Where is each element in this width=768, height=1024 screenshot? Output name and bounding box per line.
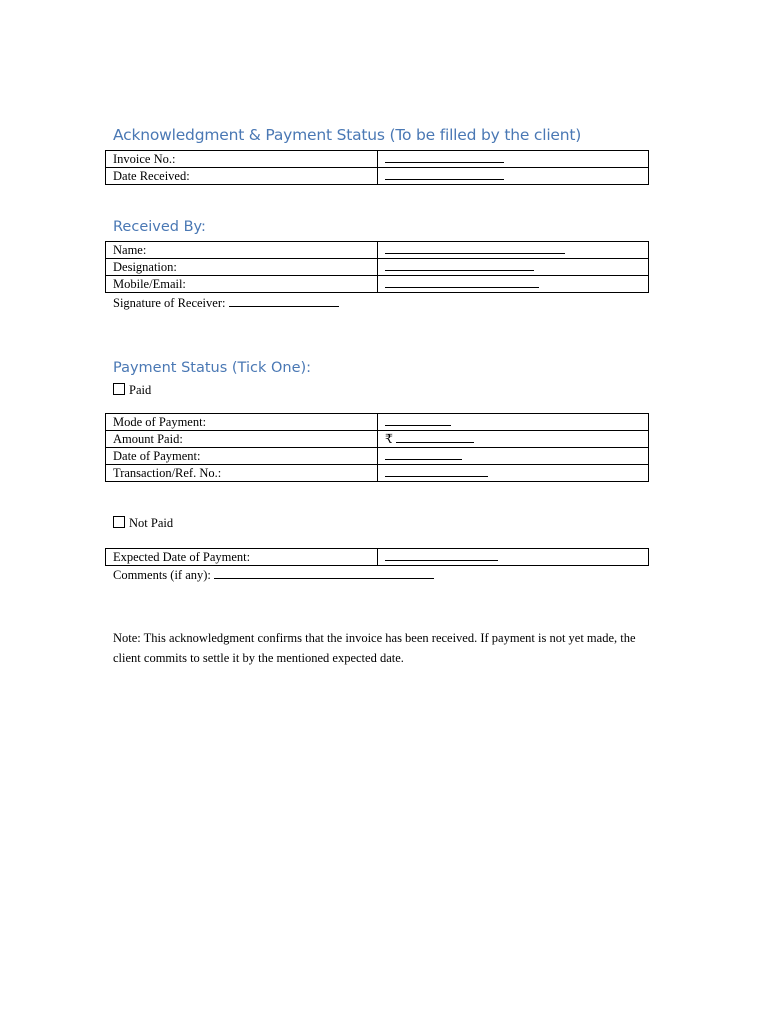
expected-date-blank[interactable] [385, 549, 498, 561]
mobile-email-blank[interactable] [385, 276, 539, 288]
table-row [106, 465, 649, 482]
date-received-label: Date Received: [106, 168, 378, 185]
table-row [106, 431, 649, 448]
invoice-no-label: Invoice No.: [106, 151, 378, 168]
received-by-table [105, 241, 649, 293]
table-row [106, 448, 649, 465]
paid-checkbox[interactable] [113, 383, 125, 395]
ack-heading: Acknowledgment & Payment Status (To be filled by the client) [113, 126, 582, 144]
mobile-email-label: Mobile/Email: [106, 276, 378, 293]
table-row [106, 549, 649, 566]
not-paid-table [105, 548, 649, 566]
invoice-table [105, 150, 649, 185]
table-row [106, 151, 649, 168]
date-of-payment-label: Date of Payment: [106, 448, 378, 465]
rupee-symbol: ₹ [385, 432, 393, 446]
name-field[interactable] [378, 242, 649, 259]
invoice-no-blank[interactable] [385, 151, 504, 163]
comments-line [113, 567, 434, 583]
amount-paid-label: Amount Paid: [106, 431, 378, 448]
signature-blank[interactable] [229, 295, 339, 307]
table-row [106, 414, 649, 431]
expected-date-label: Expected Date of Payment: [106, 549, 378, 566]
table-row [106, 276, 649, 293]
table-row [106, 259, 649, 276]
comments-label: Comments (if any): [113, 568, 211, 582]
not-paid-label: Not Paid [129, 516, 174, 530]
amount-paid-blank[interactable] [396, 431, 474, 443]
mode-of-payment-blank[interactable] [385, 414, 451, 426]
signature-label: Signature of Receiver: [113, 296, 226, 310]
not-paid-checkbox[interactable] [113, 516, 125, 528]
designation-field[interactable] [378, 259, 649, 276]
designation-label: Designation: [106, 259, 378, 276]
date-of-payment-field[interactable] [378, 448, 649, 465]
acknowledgment-note: Note: This acknowledgment confirms that the invoice has been received. If payment is not yet made, the client commits to settle it by the mentioned expected date. [113, 631, 636, 665]
date-received-field[interactable] [378, 168, 649, 185]
table-row [106, 242, 649, 259]
paid-details-table [105, 413, 649, 482]
name-label: Name: [106, 242, 378, 259]
mode-of-payment-label: Mode of Payment: [106, 414, 378, 431]
payment-status-heading: Payment Status (Tick One): [113, 360, 312, 376]
amount-paid-field[interactable] [378, 431, 649, 448]
invoice-no-field[interactable] [378, 151, 649, 168]
received-by-heading: Received By: [113, 219, 206, 235]
transaction-ref-blank[interactable] [385, 465, 488, 477]
signature-line [113, 295, 339, 311]
paid-option[interactable] [113, 382, 151, 398]
table-row [106, 168, 649, 185]
name-blank[interactable] [385, 242, 565, 254]
mobile-email-field[interactable] [378, 276, 649, 293]
date-received-blank[interactable] [385, 168, 504, 180]
transaction-ref-field[interactable] [378, 465, 649, 482]
comments-blank[interactable] [214, 567, 434, 579]
mode-of-payment-field[interactable] [378, 414, 649, 431]
not-paid-option[interactable] [113, 515, 173, 531]
date-of-payment-blank[interactable] [385, 448, 462, 460]
paid-label: Paid [129, 383, 152, 397]
expected-date-field[interactable] [378, 549, 649, 566]
transaction-ref-label: Transaction/Ref. No.: [106, 465, 378, 482]
designation-blank[interactable] [385, 259, 534, 271]
